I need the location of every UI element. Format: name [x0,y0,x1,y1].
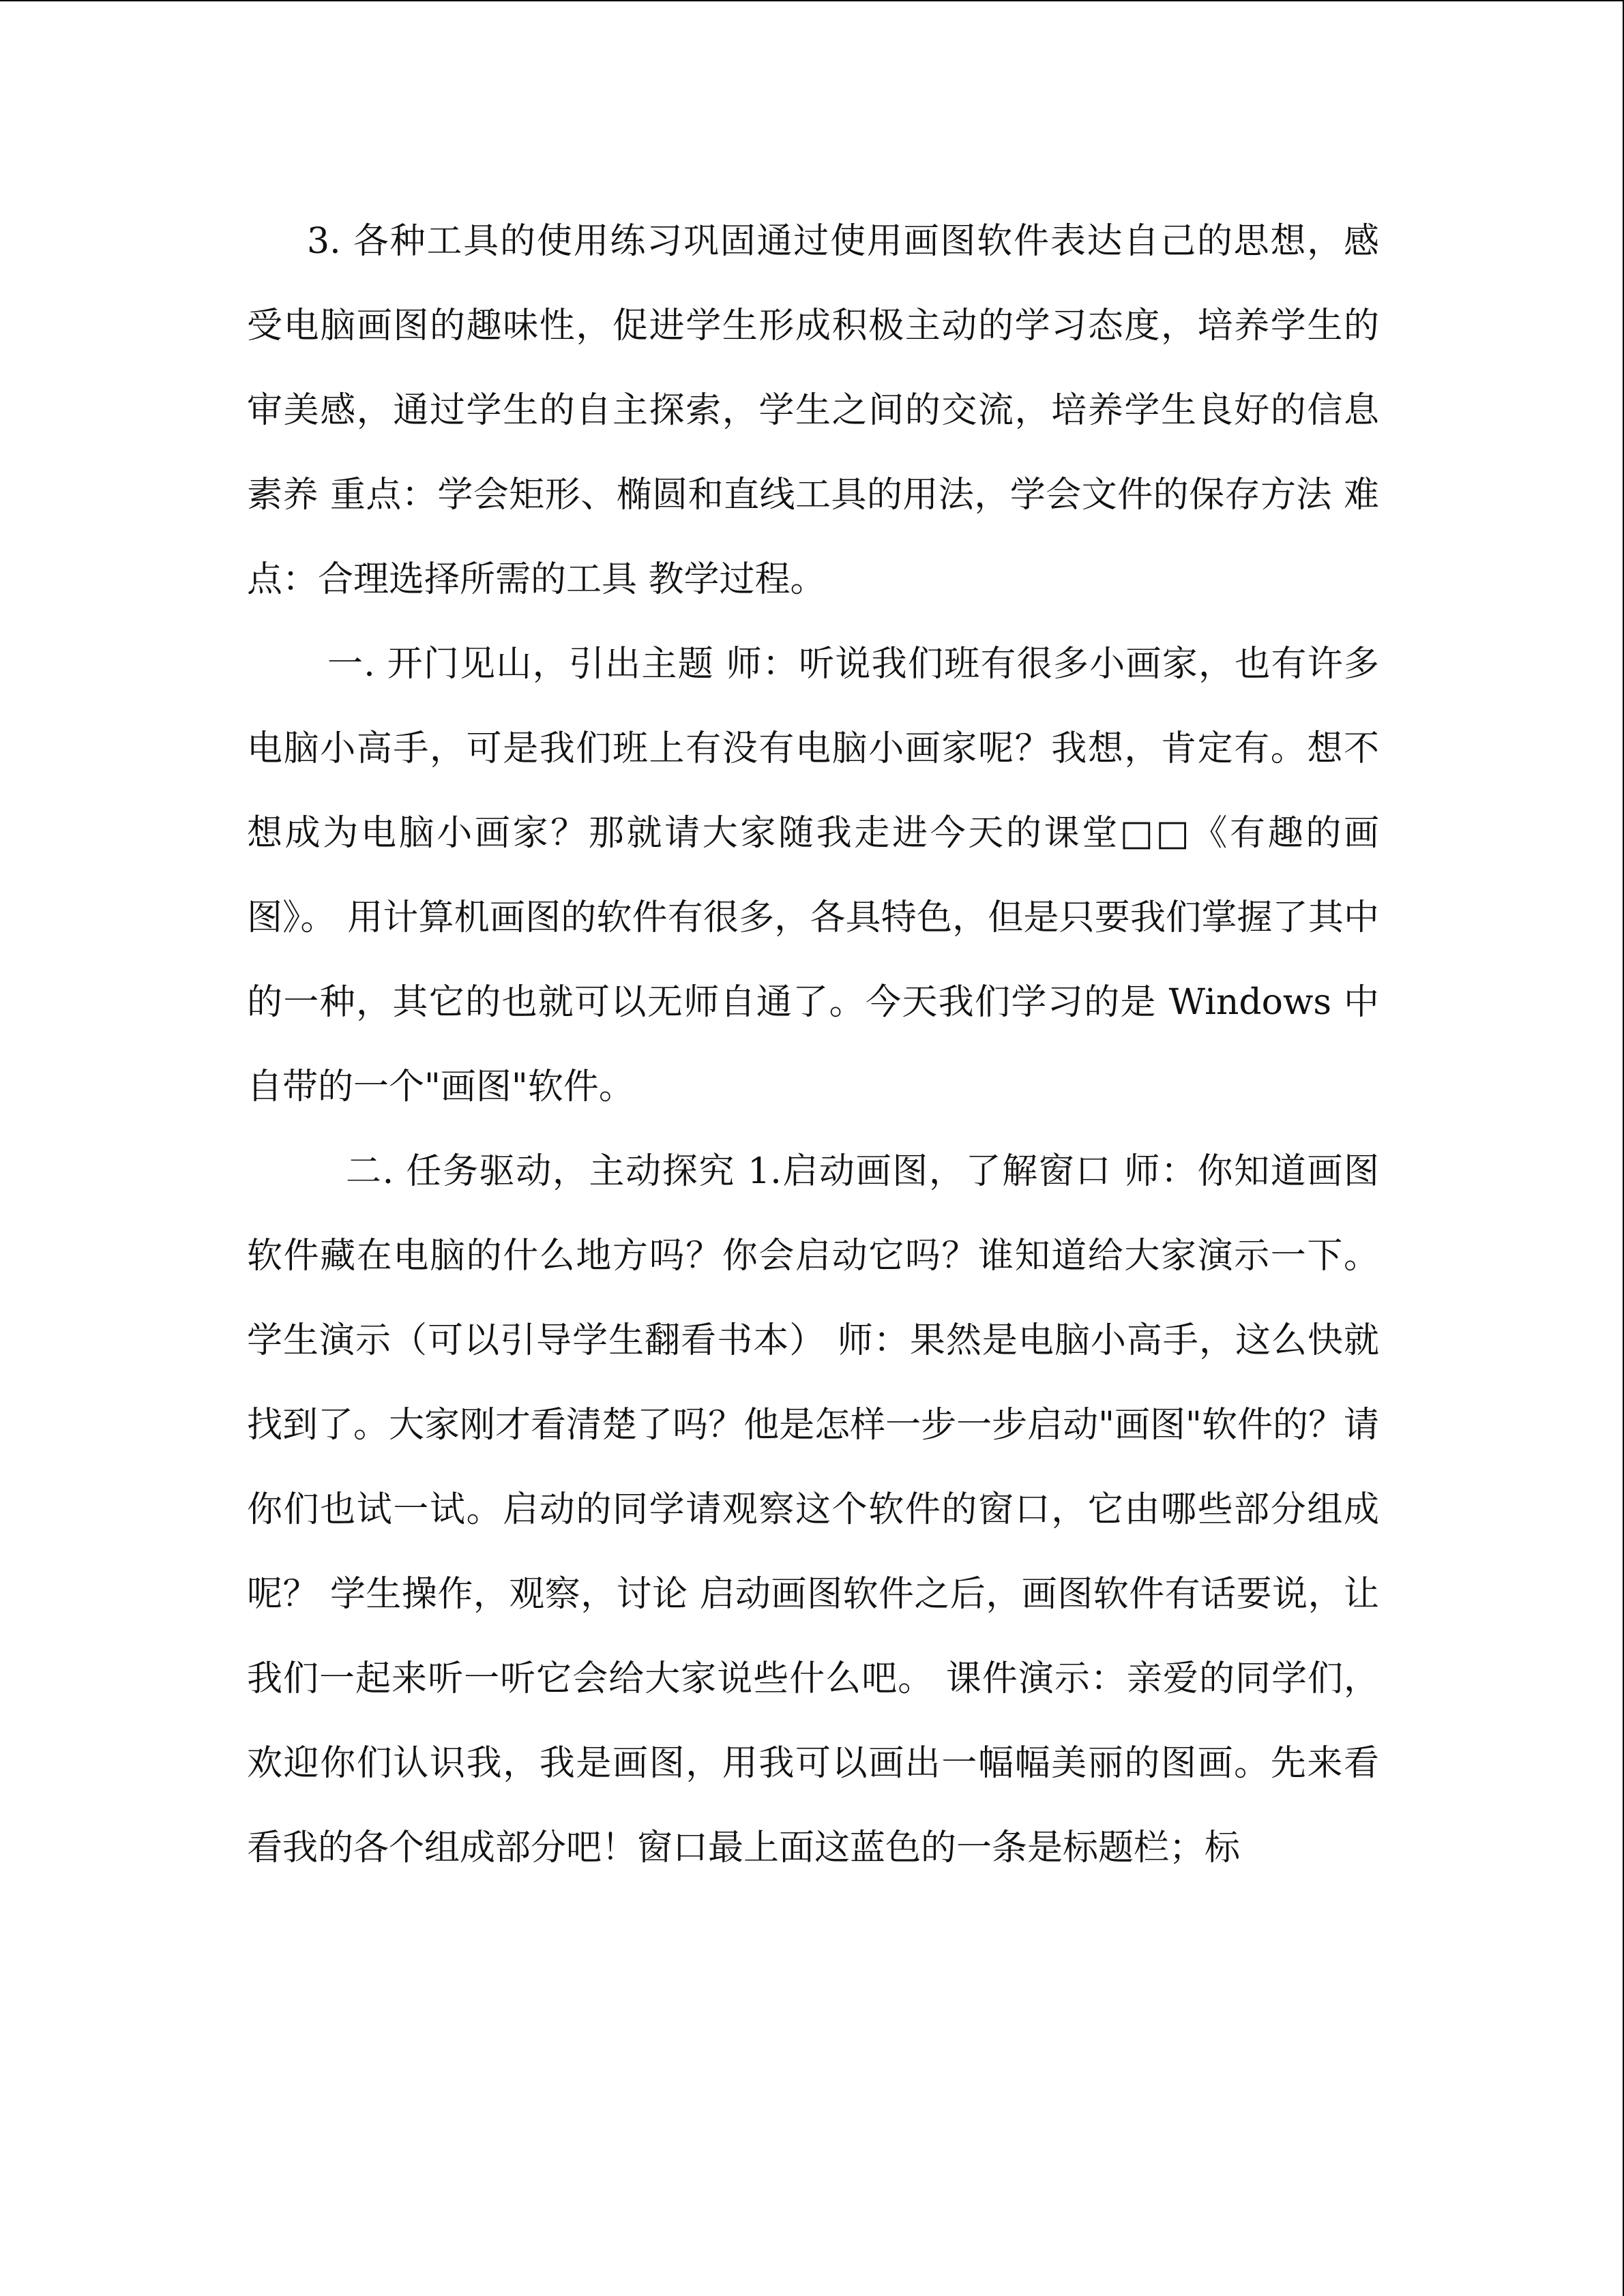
paragraph-task-driven: 二. 任务驱动，主动探究 1.启动画图，了解窗口 师：你知道画图软件藏在电脑的什么地方吗？你会启动它吗？谁知道给大家演示一下。 学生演示（可以引导学生翻看书本） 师：果然是电脑小高手，这么快就找到了。大家刚才看清楚了吗？他是怎样一步一步启动"画图"软件的？请你们也试一试。启动的同学请观察这个软件的窗口，它由哪些部分组成呢？ 学生操作，观察，讨论 启动画图软件之后，画图软件有话要说，让我们一起来听一听它会给大家说些什么吧。 课件演示：亲爱的同学们，欢迎你们认识我，我是画图，用我可以画出一幅幅美丽的图画。先来看看我的各个组成部分吧！窗口最上面这蓝色的一条是标题栏；标 [247,1151,1379,1868]
document-body [247,199,1379,1890]
paragraph-objectives: 3. 各种工具的使用练习巩固通过使用画图软件表达自己的思想，感受电脑画图的趣味性，促进学生形成积极主动的学习态度，培养学生的审美感，通过学生的自主探索，学生之间的交流，培养学生良好的信息素养 重点：学会矩形、椭圆和直线工具的用法，学会文件的保存方法 难点：合理选择所需的工具 教学过程。 [247,221,1379,600]
paragraph-introduction: 一. 开门见山，引出主题 师：听说我们班有很多小画家，也有许多电脑小高手，可是我们班上有没有电脑小画家呢？我想，肯定有。想不想成为电脑小画家？那就请大家随我走进今天的课堂□□《有趣的画图》。 用计算机画图的软件有很多，各具特色，但是只要我们掌握了其中的一种，其它的也就可以无师自通了。今天我们学习的是 Windows 中自带的一个"画图"软件。 [247,644,1379,1107]
